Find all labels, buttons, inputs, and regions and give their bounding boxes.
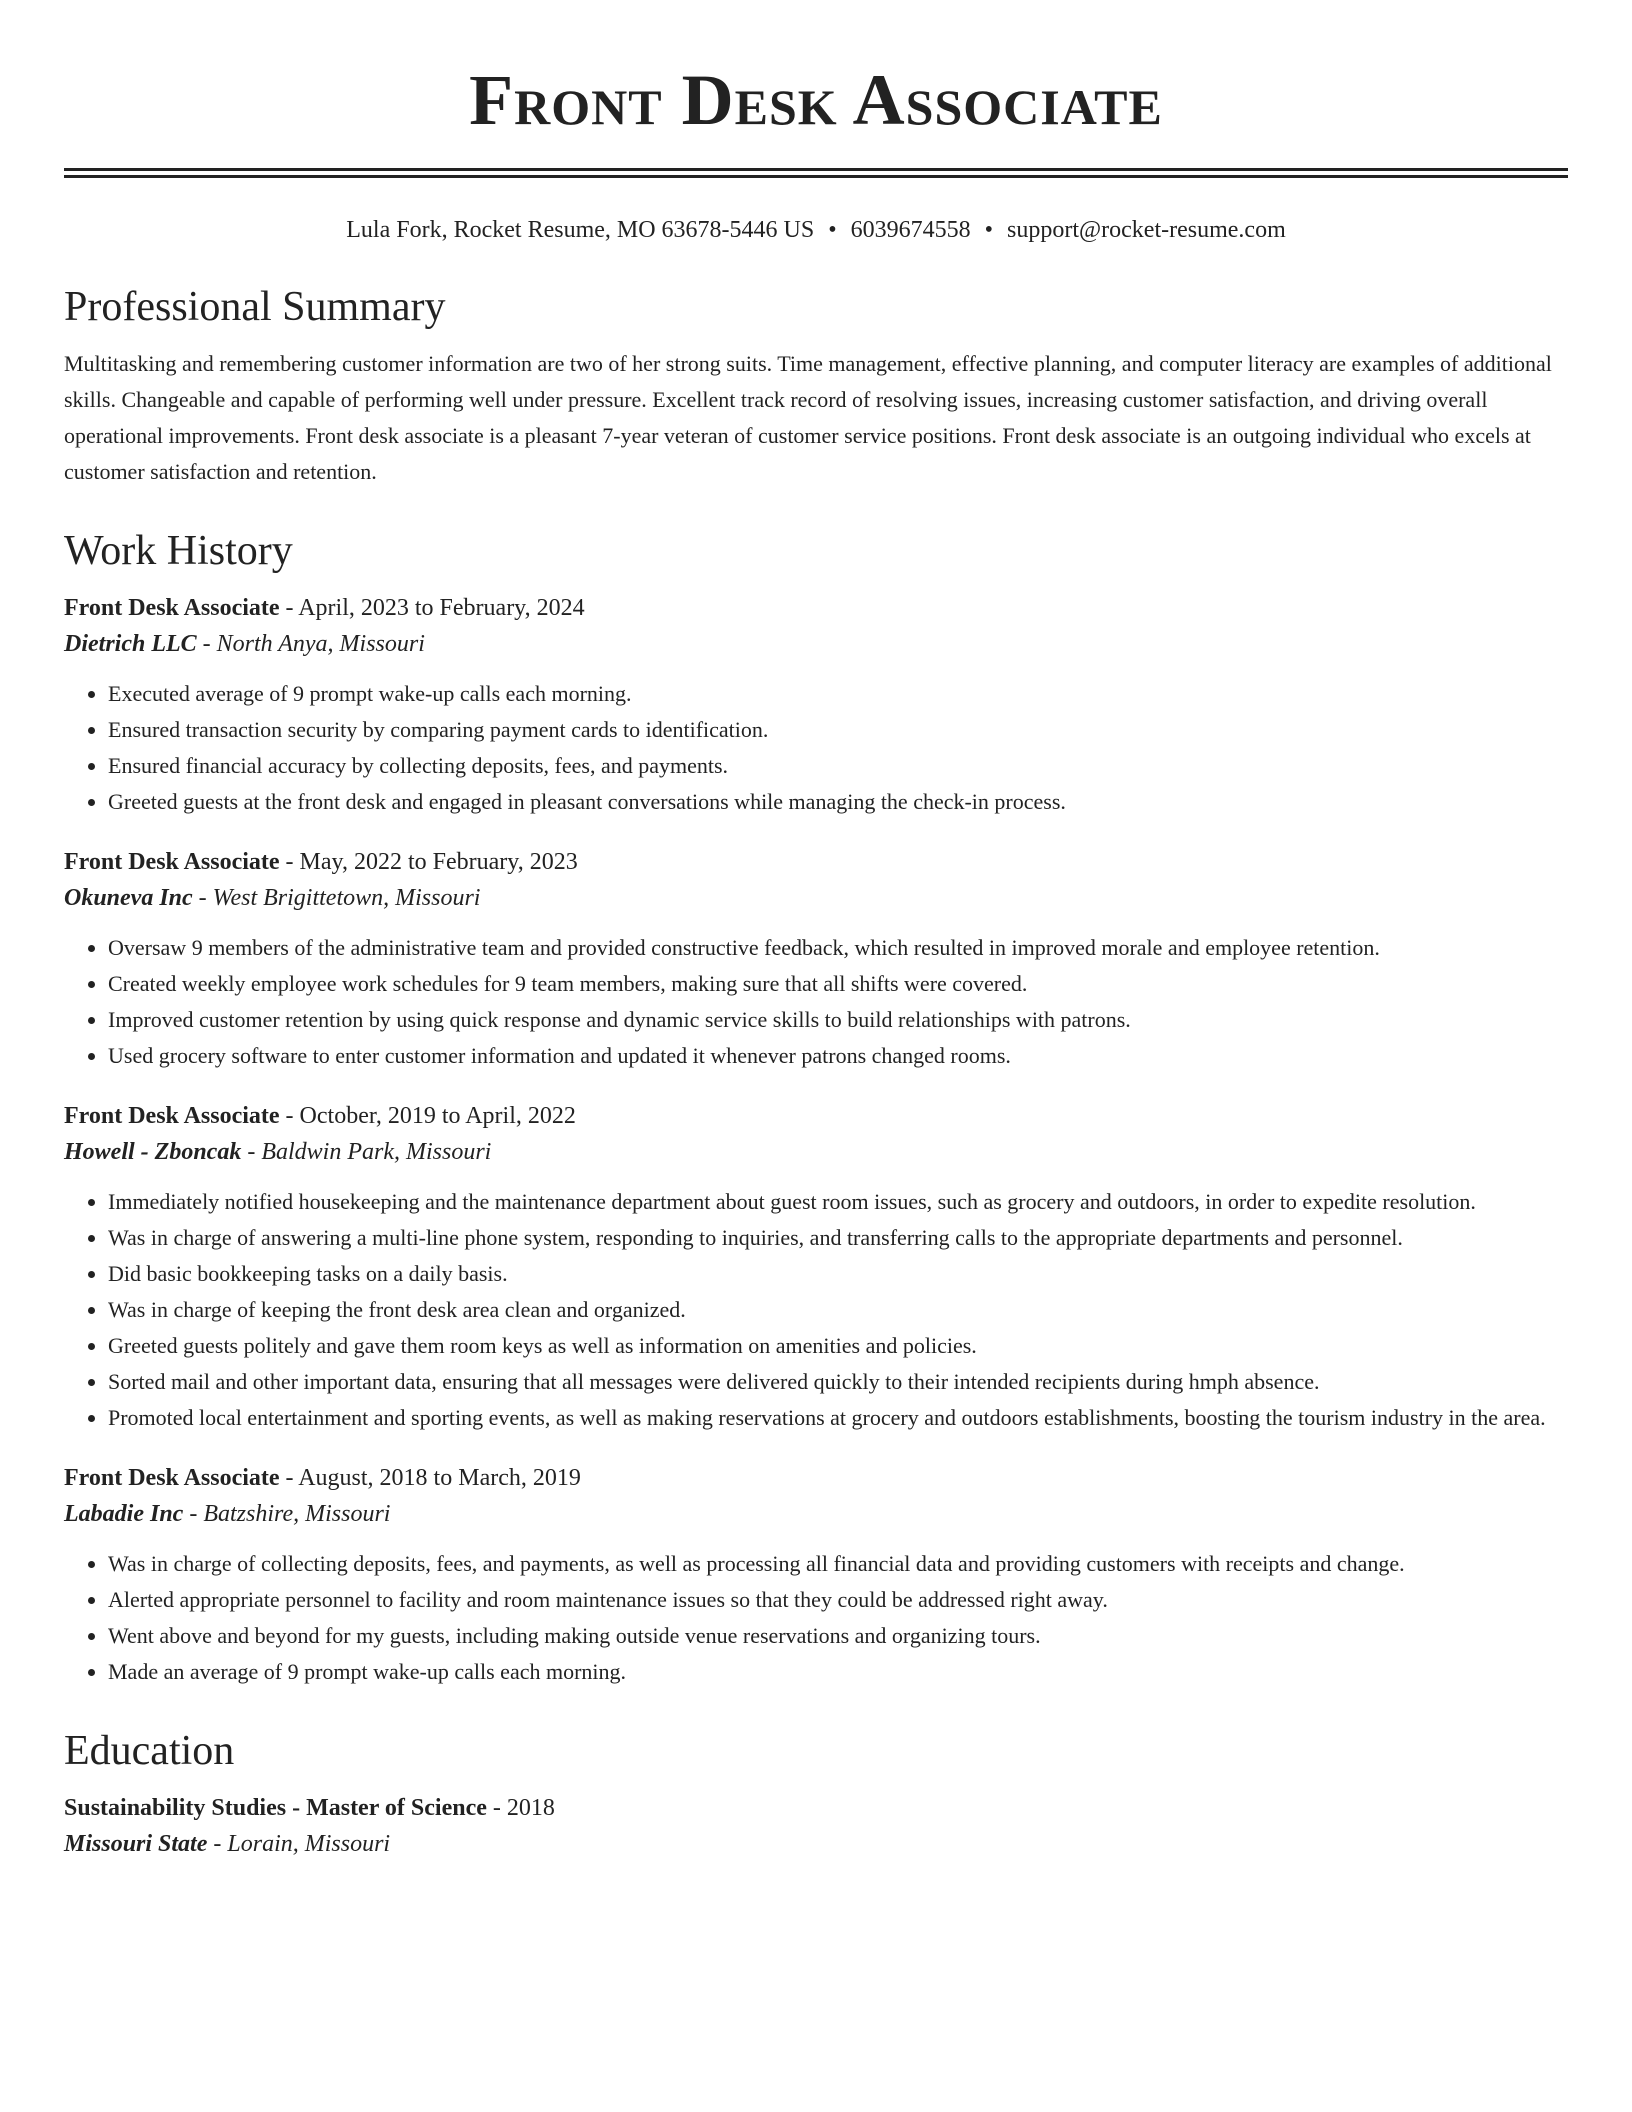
job-title-line [64, 1460, 1568, 1496]
duty-item: • Oversaw 9 members of the administrative team and provided constructive feedback, which resulted in improved morale and employee retention. [108, 930, 1568, 966]
resume-title: Front Desk Associate [469, 60, 1163, 140]
professional-summary-section [64, 282, 1568, 490]
job-title: Front Desk Associate [64, 1103, 280, 1129]
duty-item: • Immediately notified housekeeping and the maintenance department about guest room issues, such as grocery and outdoors, in order to expedite resolution. [108, 1184, 1568, 1220]
duty-item: • Was in charge of keeping the front desk area clean and organized. [108, 1292, 1568, 1328]
contact-email: support@rocket-resume.com [1007, 217, 1286, 243]
job-dates: - May, 2022 to February, 2023 [279, 849, 578, 875]
duty-item: • Alerted appropriate personnel to facility and room maintenance issues so that they could be addressed right away. [108, 1582, 1568, 1618]
degree-name: Sustainability Studies - Master of Science [64, 1795, 487, 1821]
duty-item: • Promoted local entertainment and sporting events, as well as making reservations at grocery and outdoors establishments, boosting the tourism industry in the area. [108, 1400, 1568, 1436]
degree-line [64, 1790, 1568, 1826]
employer-location: - North Anya, Missouri [196, 631, 425, 657]
summary-heading: Professional Summary [64, 284, 446, 330]
job-dates: - April, 2023 to February, 2024 [279, 595, 585, 621]
contact-separator: • [828, 217, 837, 243]
summary-text: Multitasking and remembering customer information are two of her strong suits. Time management, effective planning, and computer literacy are examples of additional skills. Changeable and capable of performing well under pressure. Excellent track record of resolving issues, increasing customer satisfaction, and driving overall operational improvements. Front desk associate is a pleasant 7-year veteran of customer service positions. Front desk associate is an outgoing individual who excels at customer satisfaction and retention. [64, 351, 1552, 484]
employer-name: Labadie Inc [64, 1501, 184, 1527]
job-entry [64, 1460, 1568, 1690]
duty-item: • Ensured transaction security by comparing payment cards to identification. [108, 712, 1568, 748]
duty-list [64, 1184, 1568, 1436]
job-dates: - October, 2019 to April, 2022 [279, 1103, 576, 1129]
duty-item: • Greeted guests politely and gave them room keys as well as information on amenities and policies. [108, 1328, 1568, 1364]
duty-item: • Was in charge of collecting deposits, fees, and payments, as well as processing all financial data and providing customers with receipts and change. [108, 1546, 1568, 1582]
duty-item: • Greeted guests at the front desk and engaged in pleasant conversations while managing the check-in process. [108, 784, 1568, 820]
employer-line [64, 1134, 1568, 1170]
duty-item: • Sorted mail and other important data, ensuring that all messages were delivered quickly to their intended recipients during hmph absence. [108, 1364, 1568, 1400]
degree-year: - 2018 [486, 1795, 555, 1821]
work-history-section [64, 526, 1568, 1690]
duty-item: • Was in charge of answering a multi-line phone system, responding to inquiries, and transferring calls to the appropriate departments and personnel. [108, 1220, 1568, 1256]
job-title: Front Desk Associate [64, 1465, 280, 1491]
job-entry [64, 590, 1568, 820]
employer-location: - Batzshire, Missouri [183, 1501, 391, 1527]
school-location: - Lorain, Missouri [207, 1831, 391, 1857]
education-entry [64, 1790, 1568, 1862]
job-title: Front Desk Associate [64, 849, 280, 875]
education-heading: Education [64, 1728, 235, 1774]
duty-item: • Improved customer retention by using quick response and dynamic service skills to build relationships with patrons. [108, 1002, 1568, 1038]
job-dates: - August, 2018 to March, 2019 [279, 1465, 581, 1491]
duty-list [64, 1546, 1568, 1690]
job-title-line [64, 590, 1568, 626]
employer-name: Okuneva Inc [64, 885, 193, 911]
employer-line [64, 1496, 1568, 1532]
employer-name: Dietrich LLC [64, 631, 197, 657]
duty-list [64, 676, 1568, 820]
contact-line [64, 214, 1568, 246]
school-line [64, 1826, 1568, 1862]
contact-address: Lula Fork, Rocket Resume, MO 63678-5446 US [346, 217, 815, 243]
duty-item: • Executed average of 9 prompt wake-up calls each morning. [108, 676, 1568, 712]
job-title-line [64, 844, 1568, 880]
employer-location: - Baldwin Park, Missouri [241, 1139, 492, 1165]
duty-item: • Ensured financial accuracy by collecting deposits, fees, and payments. [108, 748, 1568, 784]
job-title: Front Desk Associate [64, 595, 280, 621]
employer-line [64, 880, 1568, 916]
duty-list [64, 930, 1568, 1074]
job-title-line [64, 1098, 1568, 1134]
contact-separator: • [984, 217, 994, 243]
duty-item: • Went above and beyond for my guests, including making outside venue reservations and organizing tours. [108, 1618, 1568, 1654]
duty-item: • Did basic bookkeeping tasks on a daily basis. [108, 1256, 1568, 1292]
duty-item: • Created weekly employee work schedules for 9 team members, making sure that all shifts were covered. [108, 966, 1568, 1002]
contact-phone: 6039674558 [850, 217, 971, 243]
education-section [64, 1726, 1568, 1862]
duty-item: • Used grocery software to enter customer information and updated it whenever patrons changed rooms. [108, 1038, 1568, 1074]
job-entry [64, 844, 1568, 1074]
work-history-heading: Work History [64, 528, 293, 574]
school-name: Missouri State [64, 1831, 208, 1857]
employer-location: - West Brigittetown, Missouri [192, 885, 481, 911]
title-divider [64, 168, 1568, 178]
job-entry [64, 1098, 1568, 1436]
employer-line [64, 626, 1568, 662]
employer-name: Howell - Zboncak [64, 1139, 242, 1165]
duty-item: • Made an average of 9 prompt wake-up calls each morning. [108, 1654, 1568, 1690]
